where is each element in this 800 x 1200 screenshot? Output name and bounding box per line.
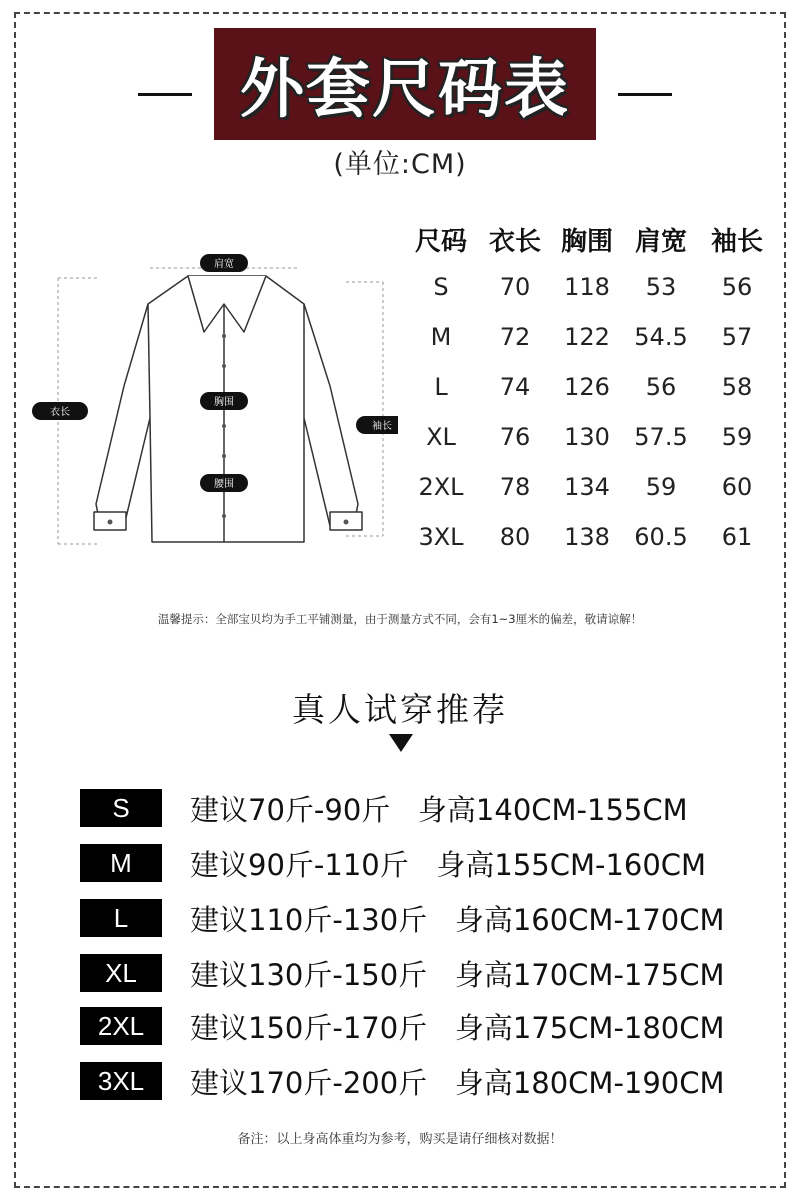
diagram-label-waist (200, 474, 248, 492)
recommendation-text: 建议170斤-200斤 身高180CM-190CM (190, 1065, 725, 1100)
cell-sleeve: 59 (721, 423, 753, 451)
recommendation-row (80, 1006, 725, 1046)
recommendation-text: 建议90斤-110斤 身高155CM-160CM (190, 847, 707, 882)
recommendation-row (80, 843, 706, 883)
size-badge: XL (80, 954, 162, 992)
table-row (404, 362, 774, 412)
cell-length: 72 (499, 323, 531, 351)
size-badge: M (80, 844, 162, 882)
size-table (404, 216, 774, 562)
cell-chest: 134 (564, 473, 610, 501)
cell-shoulder: 53 (645, 273, 677, 301)
cell-chest: 122 (564, 323, 610, 351)
recommendation-row (80, 1061, 725, 1101)
size-badge: L (80, 899, 162, 937)
table-row (404, 262, 774, 312)
unit-label: (单位:CM) (333, 149, 467, 180)
table-row (404, 412, 774, 462)
cell-shoulder: 60.5 (634, 523, 688, 551)
measurement-tip: 温馨提示：全部宝贝均为手工平铺测量，由于测量方式不同，会有1~3厘米的偏差，敬请谅解！ (157, 612, 643, 626)
title-banner (214, 28, 596, 140)
waist-label: 腰围 (214, 479, 234, 490)
recommendation-text: 建议110斤-130斤 身高160CM-170CM (190, 902, 725, 937)
cell-size: 3XL (418, 523, 464, 551)
title-left-rule (138, 93, 192, 96)
header-chest: 胸围 (560, 226, 613, 257)
size-table-header (404, 216, 774, 262)
cell-length: 70 (499, 273, 531, 301)
shoulder-label: 肩宽 (214, 259, 234, 270)
cell-shoulder: 56 (645, 373, 677, 401)
diagram-label-chest (200, 392, 248, 410)
size-badge: 2XL (80, 1007, 162, 1045)
cell-size: L (434, 373, 448, 401)
title-right-rule (618, 93, 672, 96)
recommendation-text: 建议70斤-90斤 身高140CM-155CM (190, 792, 688, 827)
cell-length: 76 (499, 423, 531, 451)
diagram-label-sleeve (356, 416, 398, 434)
table-row (404, 512, 774, 562)
cell-shoulder: 59 (645, 473, 677, 501)
page-title: 外套尺码表 (240, 53, 570, 127)
footnote: 备注：以上身高体重均为参考，购买是请仔细核对数据！ (237, 1132, 563, 1147)
cell-length: 74 (499, 373, 531, 401)
cell-shoulder: 54.5 (634, 323, 688, 351)
cell-sleeve: 61 (721, 523, 753, 551)
shirt-diagram (28, 246, 398, 556)
table-row (404, 462, 774, 512)
header-size: 尺码 (414, 226, 467, 257)
recommendation-row (80, 953, 725, 993)
cell-sleeve: 58 (721, 373, 753, 401)
chest-label: 胸围 (214, 397, 234, 408)
cell-size: S (433, 273, 449, 301)
cell-size: 2XL (418, 473, 464, 501)
recommendation-row (80, 898, 725, 938)
recommendation-title: 真人试穿推荐 (292, 690, 508, 729)
diagram-label-shoulder (200, 254, 248, 272)
cell-chest: 130 (564, 423, 610, 451)
recommendation-text: 建议130斤-150斤 身高170CM-175CM (190, 957, 725, 992)
header-shoulder: 肩宽 (634, 226, 687, 257)
sleeve-label: 袖长 (372, 421, 392, 432)
header-length: 衣长 (488, 226, 541, 257)
cell-chest: 118 (564, 273, 610, 301)
down-arrow-icon (389, 734, 413, 752)
cell-length: 80 (499, 523, 531, 551)
header-sleeve: 袖长 (710, 226, 763, 257)
diagram-label-length (32, 402, 88, 420)
cell-sleeve: 57 (721, 323, 753, 351)
length-label: 衣长 (50, 407, 70, 418)
cell-size: M (430, 323, 452, 351)
cell-shoulder: 57.5 (634, 423, 688, 451)
size-badge: 3XL (80, 1062, 162, 1100)
cell-chest: 138 (564, 523, 610, 551)
cell-sleeve: 60 (721, 473, 753, 501)
cell-size: XL (426, 423, 456, 451)
cell-chest: 126 (564, 373, 610, 401)
cell-sleeve: 56 (721, 273, 753, 301)
recommendation-row (80, 788, 688, 828)
table-row (404, 312, 774, 362)
cell-length: 78 (499, 473, 531, 501)
size-badge: S (80, 789, 162, 827)
recommendation-text: 建议150斤-170斤 身高175CM-180CM (190, 1010, 725, 1045)
